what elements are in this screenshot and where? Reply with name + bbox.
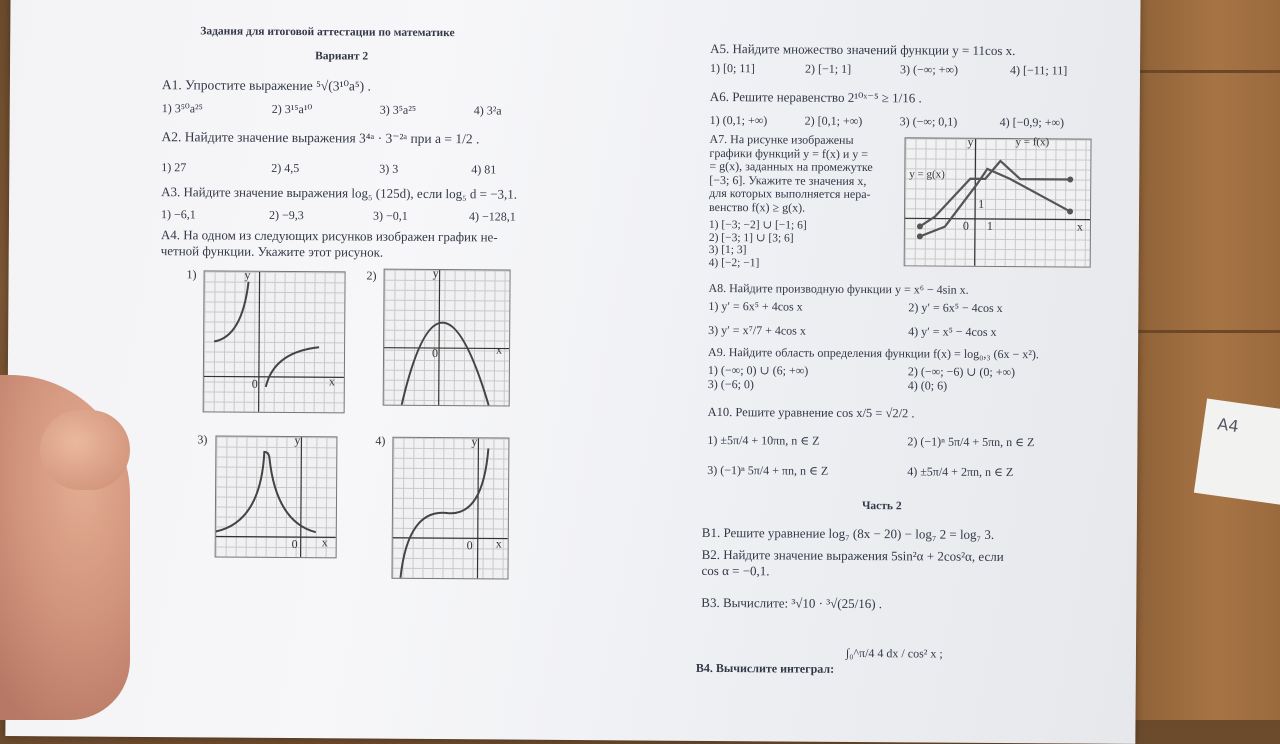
a1-option: 2) 3¹⁵a¹⁰ xyxy=(271,101,313,117)
table-plank xyxy=(1120,70,1280,73)
a7-y-label: y xyxy=(967,134,974,149)
a6-option: 1) (0,1; +∞) xyxy=(709,112,768,128)
a8-question: A8. Найдите производную функции y = x⁶ − 4sin x. xyxy=(708,280,969,297)
b4-question: B4. Вычислите интеграл: xyxy=(695,660,835,676)
a9-question: A9. Найдите область определения функции f(x) = log₀,₃ (6x − x²). xyxy=(708,344,1039,362)
a3-option: 3) −0,1 xyxy=(372,208,408,223)
a9-option: 3) (−6; 0) xyxy=(707,376,754,392)
a10-question: A10. Решите уравнение cos x/5 = √2/2 . xyxy=(707,404,915,421)
graph1-y-label: y xyxy=(244,267,251,282)
graph-4 xyxy=(391,434,509,580)
a7-option: 2) [−3; 1] ∪ [3; 6] xyxy=(708,231,794,245)
a10-option: 3) (−1)ⁿ 5π/4 + πn, n ∈ Z xyxy=(707,462,829,478)
graph4-label: 4) xyxy=(375,433,386,448)
a5-option: 4) [−11; 11] xyxy=(1009,63,1068,78)
graph2-label: 2) xyxy=(366,268,377,283)
a7-origin: 0 xyxy=(962,218,969,233)
a6-question: A6. Решите неравенство 2¹⁰ˣ⁻⁵ ≥ 1/16 . xyxy=(709,88,922,106)
wooden-table xyxy=(1120,0,1280,720)
b2-condition: cos α = −0,1. xyxy=(701,562,770,579)
a8-option: 2) y′ = 6x⁵ − 4cos x xyxy=(908,300,1003,315)
a10-option: 1) ±5π/4 + 10πn, n ∈ Z xyxy=(707,432,820,448)
graph4-origin: 0 xyxy=(466,538,473,553)
a7-graph xyxy=(904,134,1092,267)
a3-question: A3. Найдите значение выражения log₅ (125d), если log₅ d = −3,1. xyxy=(161,184,518,202)
b1-question: B1. Решите уравнение log₇ (8x − 20) − log₇ 2 = log₇ 3. xyxy=(701,524,995,542)
a7-option: 1) [−3; −2] ∪ [−1; 6] xyxy=(708,218,807,232)
a2-option: 1) 27 xyxy=(161,160,187,175)
a1-option: 1) 3⁵⁰a²⁵ xyxy=(161,101,203,116)
graph2-y-label: y xyxy=(432,266,439,281)
part2-title: Часть 2 xyxy=(861,500,902,513)
a7-x-label: x xyxy=(1076,219,1083,234)
a7-x-unit: 1 xyxy=(986,218,993,233)
a9-option: 1) (−∞; 0) ∪ (6; +∞) xyxy=(707,362,809,378)
a7-y-unit: 1 xyxy=(978,196,985,211)
a5-option: 2) [−1; 1] xyxy=(804,61,852,76)
a7-line: A7. На рисунке изображены xyxy=(709,131,854,147)
a6-option: 2) [0,1; +∞) xyxy=(804,113,863,129)
table-plank xyxy=(1120,330,1280,333)
a9-option: 4) (0; 6) xyxy=(907,378,948,393)
variant-title: Вариант 2 xyxy=(315,50,369,63)
a7-line: = g(x), заданных на промежутке xyxy=(709,158,873,175)
a7-line: для которых выполняется нера- xyxy=(709,185,871,202)
graph-4-plot xyxy=(392,438,508,579)
graph4-y-label: y xyxy=(471,434,478,449)
a3-option: 1) −6,1 xyxy=(160,207,196,222)
a5-option: 3) (−∞; +∞) xyxy=(899,62,959,77)
a7-graph-plot xyxy=(905,138,1091,266)
exam-sheet xyxy=(5,0,1140,744)
a7-line: [−3; 6]. Укажите те значения x, xyxy=(709,172,867,188)
graph1-origin: 0 xyxy=(251,376,258,391)
a2-option: 3) 3 xyxy=(379,161,399,176)
thumb xyxy=(40,410,130,490)
graph-1-plot xyxy=(204,271,345,412)
note-text: A4 xyxy=(1216,414,1240,437)
a5-option: 1) [0; 11] xyxy=(709,60,755,76)
graph4-x-label: x xyxy=(495,536,502,551)
a7-line: венство f(x) ≥ g(x). xyxy=(709,199,806,215)
graph3-label: 3) xyxy=(197,432,208,447)
b3-question: B3. Вычислите: ³√10 · ³√(25/16) . xyxy=(701,594,883,612)
a1-option: 4) 3²a xyxy=(473,103,502,118)
graph-3 xyxy=(215,433,338,559)
a7-option: 3) [1; 3] xyxy=(708,243,747,257)
a2-question: A2. Найдите значение выражения 3⁴ᵃ · 3⁻²ᵃ при a = 1/2 . xyxy=(161,129,480,147)
b4-integral: ∫₀^π/4 4 dx / cos² x ; xyxy=(845,645,943,661)
b2-question: B2. Найдите значение выражения 5sin²α + 2cos²α, если xyxy=(701,546,1004,565)
a6-option: 4) [−0,9; +∞) xyxy=(999,114,1065,130)
a7-f-label: y = f(x) xyxy=(1015,136,1050,149)
graph3-y-label: y xyxy=(294,433,301,448)
a6-option: 3) (−∞; 0,1) xyxy=(899,114,958,129)
graph-2-plot xyxy=(384,270,510,406)
a8-option: 3) y′ = x⁷/7 + 4cos x xyxy=(708,322,806,338)
a4-question-line2: четной функции. Укажите этот рисунок. xyxy=(160,243,384,260)
a2-option: 2) 4,5 xyxy=(271,160,300,176)
a7-g-label: y = g(x) xyxy=(909,168,945,181)
a1-question: A1. Упростите выражение ⁵√(3¹⁰a⁵) . xyxy=(161,77,371,94)
graph1-label: 1) xyxy=(186,267,197,282)
a8-option: 4) y′ = x⁵ − 4cos x xyxy=(908,324,997,339)
a1-option: 3) 3⁵a²⁵ xyxy=(379,102,417,117)
graph1-x-label: x xyxy=(328,374,335,389)
a8-option: 1) y′ = 6x⁵ + 4cos x xyxy=(708,298,803,314)
a7-option: 4) [−2; −1] xyxy=(708,256,760,269)
a9-option: 2) (−∞; −6) ∪ (0; +∞) xyxy=(907,364,1016,380)
a7-question xyxy=(709,133,873,215)
a5-question: A5. Найдите множество значений функции y = 11cos x. xyxy=(710,40,1016,59)
a3-option: 4) −128,1 xyxy=(468,209,516,224)
a4-question-line1: A4. На одном из следующих рисунков изображен график не- xyxy=(160,227,498,245)
graph-3-plot xyxy=(216,437,337,558)
a2-option: 4) 81 xyxy=(471,162,497,177)
graph3-x-label: x xyxy=(321,535,328,550)
graph-1 xyxy=(203,267,346,413)
a3-option: 2) −9,3 xyxy=(268,207,304,223)
a10-option: 4) ±5π/4 + 2πn, n ∈ Z xyxy=(907,464,1014,480)
a10-option: 2) (−1)ⁿ 5π/4 + 5πn, n ∈ Z xyxy=(907,434,1035,450)
paper-note xyxy=(1194,399,1280,507)
graph2-origin: 0 xyxy=(431,346,439,361)
graph3-origin: 0 xyxy=(291,537,298,552)
a7-options xyxy=(709,219,807,270)
sheet-title: Задания для итоговой аттестации по математике xyxy=(200,25,455,40)
graph2-x-label: x xyxy=(496,342,503,357)
graph-2 xyxy=(383,266,511,407)
a7-line: графики функций y = f(x) и y = xyxy=(709,145,869,161)
